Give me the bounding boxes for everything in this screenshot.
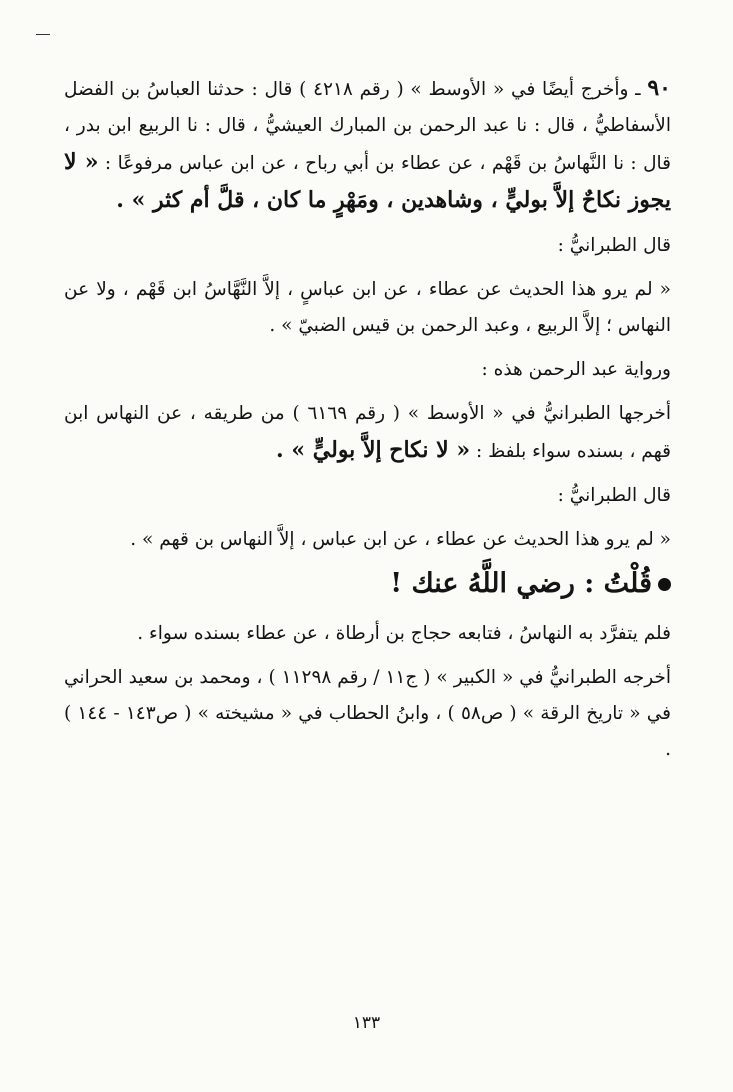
qult-paragraph-1: فلم يتفرَّد به النهاسُ ، فتابعه حجاج بن أرطاة ، عن عطاء بسنده سواء . <box>137 623 671 644</box>
tabarani-heading-1: قال الطبرانيُّ : <box>557 235 671 256</box>
page-corner-mark <box>36 34 50 35</box>
riwaya-text: أخرجها الطبرانيُّ في « الأوسط » ( رقم ٦١٦٩ ) من طريقه ، عن النهاس ابن قهم ، بسنده سواء بلفظ : <box>64 403 671 462</box>
riwaya-paragraph <box>64 396 671 470</box>
riwaya-heading: ورواية عبد الرحمن هذه : <box>481 359 671 380</box>
entry-hadith-text: « لا يجوز نكاحٌ إلاَّ بوليٍّ ، وشاهدين ، ومَهْرٍ ما كان ، قلَّ أم كثر » . <box>64 149 671 213</box>
tabarani-quote-1: « لم يرو هذا الحديث عن عطاء ، عن ابن عباسٍ ، إلاَّ النَّهَّاسُ ابن قَهْم ، ولا عن النهاس ؛ إلاَّ الربيع ، وعبد الرحمن بن قيس الضبيّ » . <box>64 279 671 336</box>
entry-90-paragraph <box>64 70 671 220</box>
riwaya-lafz: « لا نكاح إلاَّ بوليٍّ » . <box>276 437 471 463</box>
tabarani-heading-2: قال الطبرانيُّ : <box>557 485 671 506</box>
qult-paragraph-2: أخرجه الطبرانيُّ في « الكبير » ( ج١١ / رقم ١١٢٩٨ ) ، ومحمد بن سعيد الحراني في « تاريخ الرقة » ( ص٥٨ ) ، وابنُ الحطاب في « مشيخته » ( ص١٤٣ - ١٤٤ ) . <box>64 667 672 760</box>
entry-number: ٩٠ <box>647 75 671 101</box>
tabarani-quote-2: « لم يرو هذا الحديث عن عطاء ، عن ابن عباس ، إلاَّ النهاس بن قهم » . <box>130 529 671 550</box>
page-body <box>64 70 671 768</box>
qult-heading-line <box>64 560 671 608</box>
entry-chain: ـ وأخرج أيضًا في « الأوسط » ( رقم ٤٢١٨ ) قال : حدثنا العباسُ بن الفضل الأسفاطيُّ ، قال : نا عبد الرحمن بن المبارك العيشيُّ ، قال : نا الربيع ابن بدر ، قال : نا النَّهاسُ بن قَهْم ، عن عطاء بن أبي رباح ، عن ابن عباس مرفوعًا : <box>64 79 671 174</box>
page-number: ١٣٣ <box>352 1013 381 1033</box>
qult-heading: قُلْتُ : رضي اللَّهُ عنك ! <box>390 568 652 599</box>
bullet-dot-icon <box>658 578 671 591</box>
